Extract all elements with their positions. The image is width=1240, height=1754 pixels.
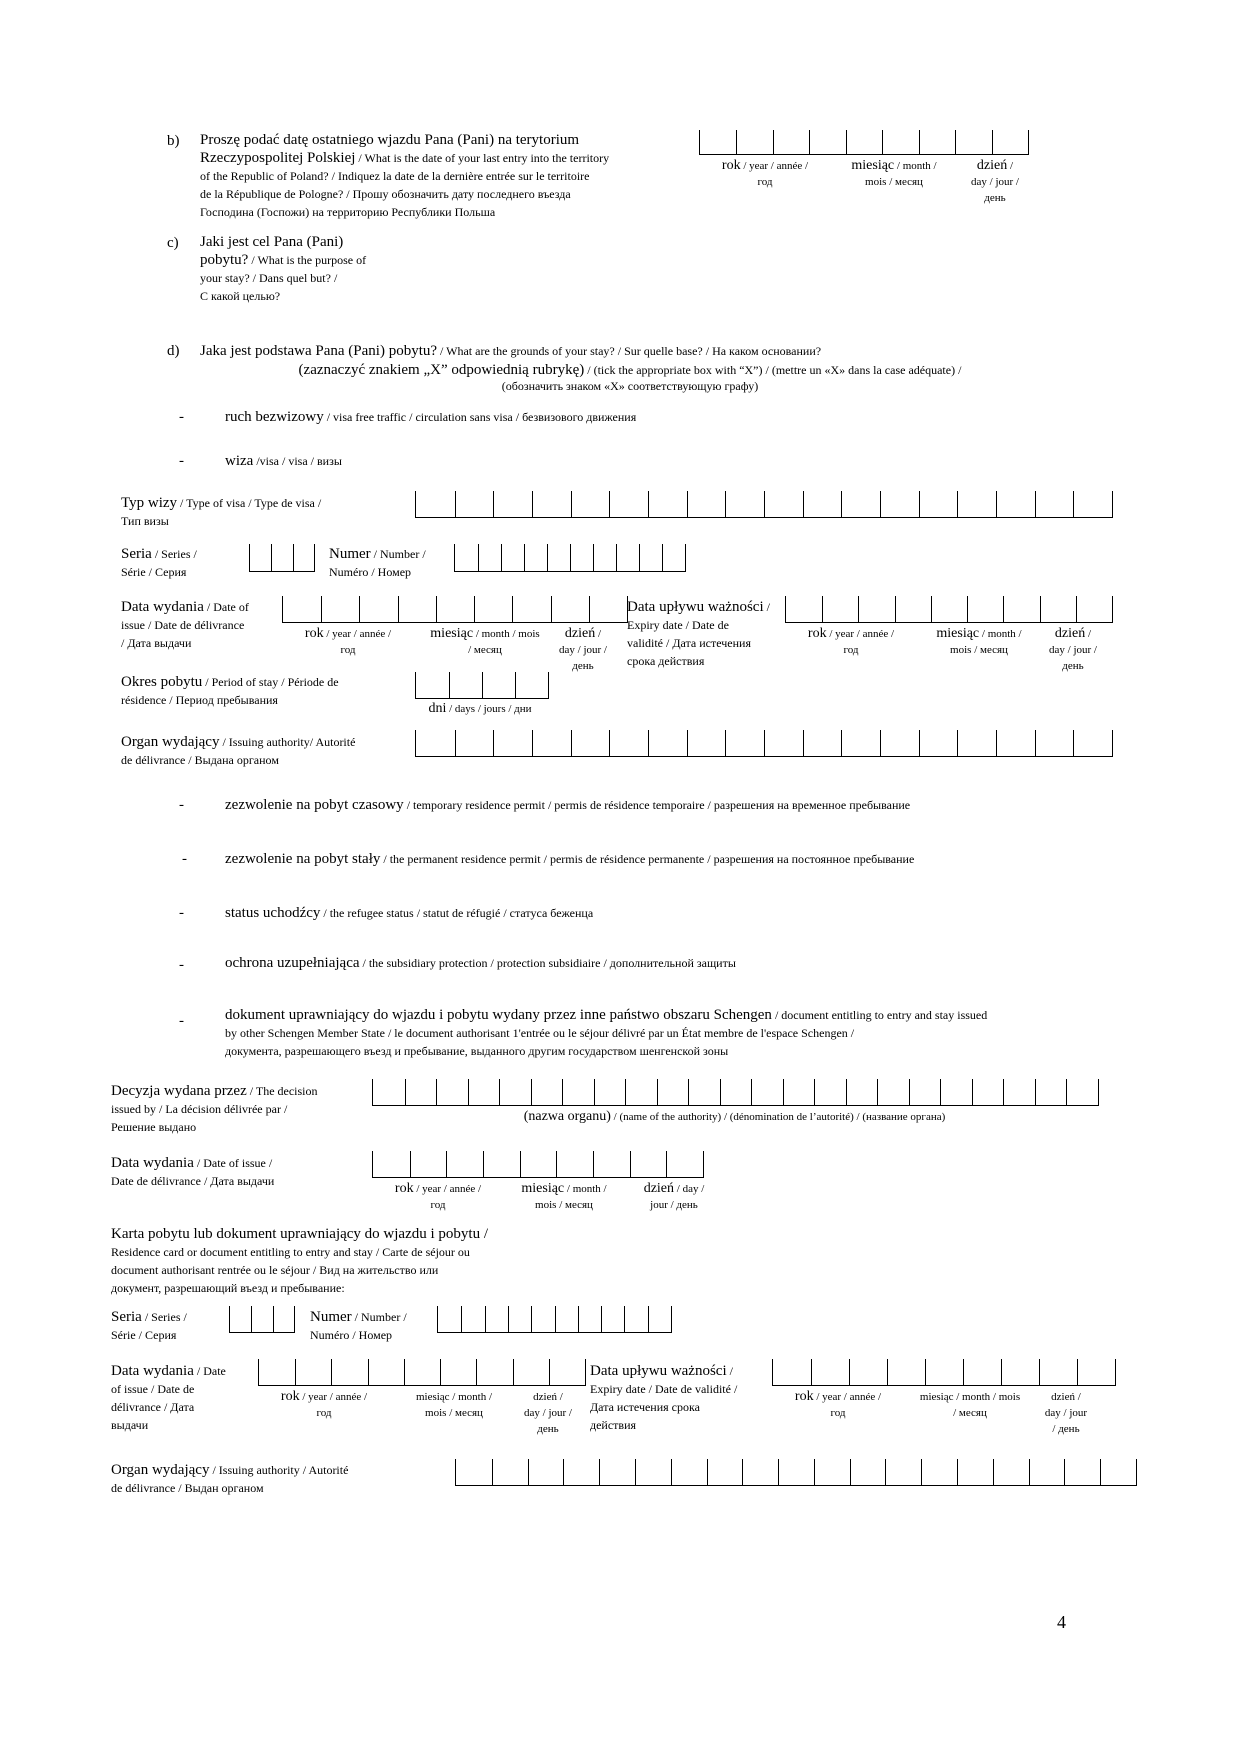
box-divider — [512, 596, 513, 622]
box-divider — [895, 596, 896, 622]
decision-issued-by-boxes[interactable] — [372, 1079, 1099, 1106]
visa-number-boxes[interactable] — [454, 544, 686, 572]
option-subsidiary-protection-checkbox[interactable]: - — [179, 957, 184, 973]
box-divider — [648, 730, 649, 756]
decision-date-day-caption: dzień / day / jour / день — [643, 1181, 705, 1211]
box-divider — [1040, 596, 1041, 622]
option-permanent-residence-checkbox[interactable]: - — [182, 851, 187, 867]
box-divider — [972, 1079, 973, 1105]
box-divider — [594, 1079, 595, 1105]
option-refugee-status-checkbox[interactable]: - — [179, 905, 184, 921]
option-visa-checkbox[interactable]: - — [179, 453, 184, 469]
box-divider — [909, 1079, 910, 1105]
box-divider — [648, 491, 649, 517]
card-issue-date-boxes[interactable] — [258, 1359, 586, 1386]
box-divider — [251, 1306, 252, 1332]
box-divider — [688, 1079, 689, 1105]
period-of-stay-caption: dni / days / jours / дни — [428, 701, 532, 716]
box-divider — [841, 730, 842, 756]
box-divider — [773, 130, 774, 154]
box-divider — [562, 1079, 563, 1105]
visa-issue-date-label: Data wydania / Date of issue / Date de délivrance / Дата выдачи — [121, 599, 249, 650]
box-divider — [455, 491, 456, 517]
box-divider — [822, 596, 823, 622]
box-divider — [515, 672, 516, 698]
decision-date-boxes[interactable] — [372, 1151, 704, 1178]
box-divider — [1029, 1459, 1030, 1485]
box-divider — [440, 1359, 441, 1385]
box-divider — [271, 544, 272, 571]
box-divider — [1039, 1359, 1040, 1385]
box-divider — [811, 1359, 812, 1385]
box-divider — [531, 1079, 532, 1105]
box-divider — [616, 544, 617, 571]
box-divider — [321, 596, 322, 622]
box-divider — [882, 130, 883, 154]
box-divider — [707, 1459, 708, 1485]
box-divider — [593, 544, 594, 571]
box-divider — [492, 1459, 493, 1485]
card-series-boxes[interactable] — [229, 1306, 295, 1333]
box-divider — [563, 1459, 564, 1485]
box-divider — [1035, 730, 1036, 756]
box-divider — [368, 1359, 369, 1385]
box-divider — [841, 491, 842, 517]
option-visa-free-label: ruch bezwizowy / visa free traffic / circulation sans visa / безвизового движения — [225, 409, 637, 425]
box-divider — [609, 491, 610, 517]
box-divider — [578, 1306, 579, 1332]
card-issuing-authority-boxes[interactable] — [455, 1459, 1137, 1486]
box-divider — [657, 1079, 658, 1105]
box-divider — [1076, 596, 1077, 622]
box-divider — [662, 544, 663, 571]
box-divider — [493, 730, 494, 756]
box-divider — [846, 130, 847, 154]
box-divider — [725, 491, 726, 517]
decision-issued-by-caption: (nazwa organu) / (name of the authority) / (dénomination de l’autorité) / (название органа) — [523, 1109, 946, 1124]
box-divider — [778, 1459, 779, 1485]
box-divider — [551, 596, 552, 622]
last-entry-year-caption: rok / year / année / год — [721, 158, 809, 188]
box-divider — [742, 1459, 743, 1485]
card-expiry-date-boxes[interactable] — [772, 1359, 1116, 1386]
box-divider — [925, 1359, 926, 1385]
box-divider — [625, 1079, 626, 1105]
visa-number-label: Numer / Number / Numéro / Номер — [329, 546, 426, 579]
last-entry-date-boxes[interactable] — [699, 130, 1029, 155]
box-divider — [635, 1459, 636, 1485]
box-divider — [814, 1459, 815, 1485]
box-divider — [1035, 1079, 1036, 1105]
box-divider — [599, 1459, 600, 1485]
box-divider — [1035, 491, 1036, 517]
box-divider — [783, 1079, 784, 1105]
box-divider — [609, 730, 610, 756]
card-issue-year-caption: rok / year / année / год — [280, 1389, 368, 1419]
visa-series-label: Seria / Series / Série / Серия — [121, 546, 197, 579]
box-divider — [880, 730, 881, 756]
card-series-label: Seria / Series / Série / Серия — [111, 1309, 187, 1342]
page-number: 4 — [1057, 1612, 1066, 1632]
box-divider — [720, 1079, 721, 1105]
residence-card-heading: Karta pobytu lub dokument uprawniający do wjazdu i pobytu / Residence card or document entitling to entry and stay / Carte de séjour ou document authorisant rentrée ou le séjour / Вид на жительство или документ, разрешающий въезд и пребывание: — [111, 1226, 488, 1295]
box-divider — [764, 491, 765, 517]
decision-issued-by-label: Decyzja wydana przez / The decision issued by / La décision délivrée par / Решение выдано — [111, 1083, 318, 1134]
box-divider — [751, 1079, 752, 1105]
box-divider — [508, 1306, 509, 1332]
period-of-stay-boxes[interactable] — [415, 672, 549, 699]
option-permanent-residence-label: zezwolenie na pobyt stały / the permanent residence permit / permis de résidence permanente / разрешения на постоянное пребывание — [225, 851, 915, 867]
box-divider — [1066, 1079, 1067, 1105]
box-divider — [485, 1306, 486, 1332]
box-divider — [446, 1151, 447, 1177]
option-temporary-residence-label: zezwolenie na pobyt czasowy / temporary residence permit / permis de résidence temporaire / разрешения на временное пребывание — [225, 797, 911, 813]
visa-expiry-date-label: Data upływu ważności / Expiry date / Date de validité / Дата истечения срока действия — [627, 599, 770, 668]
box-divider — [940, 1079, 941, 1105]
decision-date-month-caption: miesiąc / month / mois / месяц — [521, 1181, 607, 1211]
box-divider — [849, 1359, 850, 1385]
box-divider — [671, 1459, 672, 1485]
question-b-marker: b) — [167, 133, 180, 149]
visa-issuing-authority-boxes[interactable] — [415, 730, 1113, 757]
box-divider — [461, 1306, 462, 1332]
box-divider — [996, 730, 997, 756]
box-divider — [687, 491, 688, 517]
card-number-boxes[interactable] — [437, 1306, 672, 1333]
box-divider — [919, 730, 920, 756]
question-d-marker: d) — [167, 343, 180, 359]
box-divider — [455, 730, 456, 756]
question-d-instruction: (zaznaczyć znakiem „X” odpowiednią rubrykę) / (tick the appropriate box with “X”) / (mettre un «X» dans la case adéquate) / (обозначить знаком «X» соответствующую графу) — [298, 362, 962, 393]
box-divider — [331, 1359, 332, 1385]
decision-date-year-caption: rok / year / année / год — [394, 1181, 482, 1211]
box-divider — [501, 544, 502, 571]
box-divider — [436, 596, 437, 622]
box-divider — [1064, 1459, 1065, 1485]
question-d-text: Jaka jest podstawa Pana (Pani) pobytu? / What are the grounds of your stay? / Sur quelle base? / На каком основании? — [200, 343, 822, 359]
box-divider — [556, 1151, 557, 1177]
box-divider — [957, 730, 958, 756]
card-issue-date-label: Data wydania / Date of issue / Date de délivrance / Дата выдачи — [111, 1363, 226, 1432]
visa-type-label: Typ wizy / Type of visa / Type de visa / Тип визы — [121, 495, 322, 528]
decision-date-label: Data wydania / Date of issue / Date de délivrance / Дата выдачи — [111, 1155, 275, 1188]
box-divider — [967, 596, 968, 622]
box-divider — [957, 1459, 958, 1485]
question-c-text: Jaki jest cel Pana (Pani) pobytu? / What is the purpose of your stay? / Dans quel but? / С какой целью? — [200, 234, 367, 303]
box-divider — [1100, 1459, 1101, 1485]
visa-series-boxes[interactable] — [249, 544, 315, 572]
box-divider — [570, 544, 571, 571]
card-number-label: Numer / Number / Numéro / Номер — [310, 1309, 407, 1342]
card-expiry-day-caption: dzień / day / jour / день — [1044, 1391, 1088, 1435]
box-divider — [877, 1079, 878, 1105]
box-divider — [993, 1459, 994, 1485]
box-divider — [571, 491, 572, 517]
box-divider — [593, 1151, 594, 1177]
visa-issue-day-caption: dzień / day / jour / день — [559, 626, 607, 672]
visa-issue-date-boxes[interactable] — [282, 596, 628, 623]
box-divider — [630, 1151, 631, 1177]
card-expiry-month-caption: miesiąc / month / mois / месяц — [919, 1391, 1021, 1419]
box-divider — [957, 491, 958, 517]
option-refugee-status-label: status uchodźcy / the refugee status / statut de réfugié / статуса беженца — [225, 905, 594, 921]
box-divider — [648, 1306, 649, 1332]
box-divider — [528, 1459, 529, 1485]
last-entry-month-caption: miesiąc / month / mois / месяц — [851, 158, 937, 188]
box-divider — [476, 1359, 477, 1385]
box-divider — [639, 544, 640, 571]
box-divider — [1073, 491, 1074, 517]
question-c-marker: c) — [167, 235, 179, 251]
box-divider — [858, 596, 859, 622]
box-divider — [919, 491, 920, 517]
option-visa-label: wiza /visa / visa / визы — [225, 453, 342, 469]
box-divider — [687, 730, 688, 756]
box-divider — [601, 1306, 602, 1332]
box-divider — [571, 730, 572, 756]
box-divider — [1077, 1359, 1078, 1385]
visa-issue-year-caption: rok / year / année / год — [304, 626, 392, 656]
option-schengen-document-label: dokument uprawniający do wjazdu i pobytu wydany przez inne państwo obszaru Schengen / document entitling to entry and stay issued by other Schengen Member State / le document authorisant 1'entrée ou le séjour délivré par un État membre de l'espace Schengen / документа, разрешающего въезд и пребывание, выданного другим государством шенгенской зоны — [225, 1007, 988, 1058]
box-divider — [436, 1079, 437, 1105]
box-divider — [513, 1359, 514, 1385]
last-entry-day-caption: dzień / day / jour / день — [971, 158, 1019, 204]
box-divider — [482, 672, 483, 698]
box-divider — [404, 1359, 405, 1385]
card-expiry-date-label: Data upływu ważności / Expiry date / Date de validité / Дата истечения срока действия — [590, 1363, 738, 1432]
box-divider — [410, 1151, 411, 1177]
box-divider — [295, 1359, 296, 1385]
visa-issuing-authority-label: Organ wydający / Issuing authority/ Autorité de délivrance / Выдана органом — [121, 734, 356, 767]
box-divider — [996, 491, 997, 517]
box-divider — [921, 1459, 922, 1485]
box-divider — [814, 1079, 815, 1105]
box-divider — [520, 1151, 521, 1177]
box-divider — [992, 130, 993, 154]
visa-expiry-date-boxes[interactable] — [785, 596, 1113, 623]
box-divider — [850, 1459, 851, 1485]
box-divider — [483, 1151, 484, 1177]
box-divider — [1003, 596, 1004, 622]
box-divider — [919, 130, 920, 154]
box-divider — [359, 596, 360, 622]
visa-type-boxes[interactable] — [415, 491, 1113, 518]
box-divider — [478, 544, 479, 571]
box-divider — [273, 1306, 274, 1332]
box-divider — [809, 130, 810, 154]
box-divider — [764, 730, 765, 756]
option-temporary-residence-checkbox[interactable]: - — [179, 797, 184, 813]
card-expiry-year-caption: rok / year / année / год — [794, 1389, 882, 1419]
card-issue-month-caption: miesiąc / month / mois / месяц — [415, 1391, 493, 1419]
box-divider — [499, 1079, 500, 1105]
box-divider — [589, 596, 590, 622]
box-divider — [736, 130, 737, 154]
box-divider — [846, 1079, 847, 1105]
box-divider — [1001, 1359, 1002, 1385]
box-divider — [531, 1306, 532, 1332]
box-divider — [803, 491, 804, 517]
box-divider — [955, 130, 956, 154]
option-visa-free-checkbox[interactable]: - — [179, 409, 184, 425]
option-schengen-document-checkbox[interactable]: - — [179, 1013, 184, 1029]
box-divider — [885, 1459, 886, 1485]
box-divider — [549, 1359, 550, 1385]
box-divider — [725, 730, 726, 756]
box-divider — [931, 596, 932, 622]
box-divider — [524, 544, 525, 571]
box-divider — [555, 1306, 556, 1332]
box-divider — [398, 596, 399, 622]
box-divider — [532, 491, 533, 517]
box-divider — [887, 1359, 888, 1385]
box-divider — [293, 544, 294, 571]
card-issue-day-caption: dzień / day / jour / день — [524, 1391, 572, 1435]
visa-expiry-day-caption: dzień / day / jour / день — [1049, 626, 1097, 672]
box-divider — [449, 672, 450, 698]
option-subsidiary-protection-label: ochrona uzupełniająca / the subsidiary protection / protection subsidiaire / дополнительной защиты — [225, 955, 736, 971]
box-divider — [405, 1079, 406, 1105]
box-divider — [803, 730, 804, 756]
box-divider — [963, 1359, 964, 1385]
box-divider — [493, 491, 494, 517]
visa-expiry-month-caption: miesiąc / month / mois / месяц — [936, 626, 1022, 656]
box-divider — [474, 596, 475, 622]
box-divider — [666, 1151, 667, 1177]
box-divider — [1003, 1079, 1004, 1105]
box-divider — [1073, 730, 1074, 756]
visa-expiry-year-caption: rok / year / année / год — [807, 626, 895, 656]
box-divider — [532, 730, 533, 756]
box-divider — [468, 1079, 469, 1105]
card-issuing-authority-label: Organ wydający / Issuing authority / Autorité de délivrance / Выдан органом — [111, 1462, 349, 1495]
box-divider — [880, 491, 881, 517]
question-b-text: Proszę podać datę ostatniego wjazdu Pana (Pani) na terytorium Rzeczypospolitej Polskiej / What is the date of your last entry into the territory of the Republic of Poland? / Indiquez la date de la dernière entrée sur le territoire de la République de Pologne? / Прошу обозначить дату последнего въезда Господина (Госпожи) на территорию Республики Польша — [200, 132, 610, 219]
box-divider — [547, 544, 548, 571]
box-divider — [624, 1306, 625, 1332]
visa-issue-month-caption: miesiąc / month / mois / месяц — [430, 626, 540, 656]
period-of-stay-label: Okres pobytu / Period of stay / Période de résidence / Период пребывания — [121, 674, 339, 707]
